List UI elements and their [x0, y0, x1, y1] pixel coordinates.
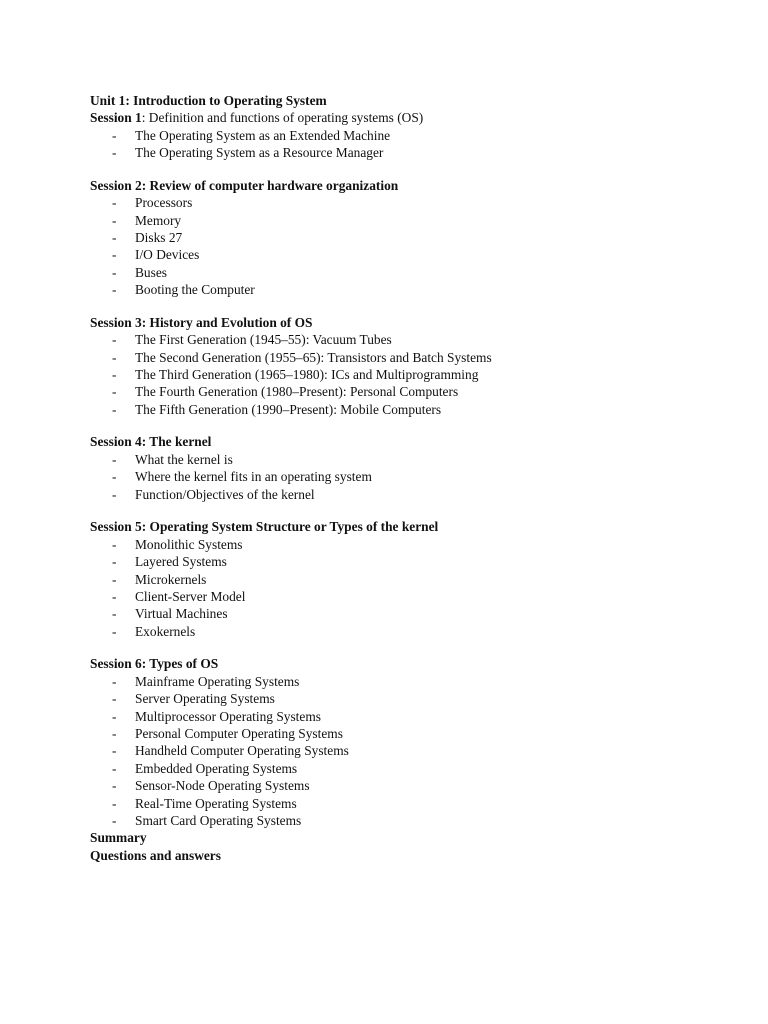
list-item [90, 486, 730, 503]
list-item [90, 281, 730, 298]
list-item [90, 366, 730, 383]
list-item [90, 588, 730, 605]
list-item-text: Exokernels [135, 623, 196, 639]
list-item-text: What the kernel is [135, 451, 233, 467]
list-item-text: The Fifth Generation (1990–Present): Mobile Computers [135, 401, 442, 417]
list-item-text: Embedded Operating Systems [135, 760, 298, 776]
list-item-text: I/O Devices [135, 247, 200, 263]
spacer [90, 299, 730, 314]
list-dash: - [112, 623, 117, 639]
session-1-description: : Definition and functions of operating systems (OS) [141, 110, 424, 126]
session-2-heading: Session 2: Review of computer hardware organization [90, 177, 399, 193]
session-3-heading: Session 3: History and Evolution of OS [90, 314, 313, 330]
session-1-label: Session 1 [90, 110, 142, 126]
list-item-text: Buses [135, 264, 167, 280]
session-4-heading: Session 4: The kernel [90, 434, 212, 450]
list-item [90, 725, 730, 742]
list-dash: - [112, 795, 117, 811]
session-6-heading: Session 6: Types of OS [90, 656, 219, 672]
list-dash: - [112, 469, 117, 485]
list-dash: - [112, 247, 117, 263]
list-item-text: Real-Time Operating Systems [135, 795, 297, 811]
list-item [90, 246, 730, 263]
list-dash: - [112, 282, 117, 298]
list-item-text: Client-Server Model [135, 588, 246, 604]
list-item-text: Server Operating Systems [135, 691, 275, 707]
list-item [90, 690, 730, 707]
list-item [90, 127, 730, 144]
list-item [90, 742, 730, 759]
list-dash: - [112, 367, 117, 383]
list-item [90, 264, 730, 281]
summary-heading: Summary [90, 830, 147, 846]
list-item-text: The Third Generation (1965–1980): ICs and Multiprogramming [135, 367, 479, 383]
list-item [90, 812, 730, 829]
list-dash: - [112, 673, 117, 689]
list-dash: - [112, 606, 117, 622]
list-item [90, 401, 730, 418]
spacer [90, 162, 730, 177]
list-dash: - [112, 349, 117, 365]
list-item-text: The Operating System as an Extended Machine [135, 127, 391, 143]
list-item-text: Personal Computer Operating Systems [135, 725, 343, 741]
list-item-text: The Fourth Generation (1980–Present): Personal Computers [135, 384, 459, 400]
list-dash: - [112, 384, 117, 400]
list-dash: - [112, 778, 117, 794]
list-item-text: Smart Card Operating Systems [135, 812, 302, 828]
list-item [90, 349, 730, 366]
list-dash: - [112, 743, 117, 759]
list-item-text: Layered Systems [135, 554, 227, 570]
list-dash: - [112, 760, 117, 776]
list-dash: - [112, 708, 117, 724]
list-dash: - [112, 212, 117, 228]
list-dash: - [112, 332, 117, 348]
list-item-text: Disks 27 [135, 230, 183, 246]
list-dash: - [112, 451, 117, 467]
list-item [90, 331, 730, 348]
list-item-text: Mainframe Operating Systems [135, 673, 300, 689]
list-dash: - [112, 195, 117, 211]
list-item [90, 383, 730, 400]
list-dash: - [112, 127, 117, 143]
list-item-text: Where the kernel fits in an operating system [135, 469, 372, 485]
list-dash: - [112, 401, 117, 417]
unit-title: Unit 1: Introduction to Operating System [90, 93, 327, 108]
list-item-text: Monolithic Systems [135, 536, 243, 552]
list-item-text: Multiprocessor Operating Systems [135, 708, 321, 724]
list-dash: - [112, 691, 117, 707]
list-item [90, 144, 730, 161]
list-item [90, 229, 730, 246]
list-item [90, 760, 730, 777]
list-item-text: Sensor-Node Operating Systems [135, 778, 310, 794]
list-item-text: Memory [135, 212, 182, 228]
list-item-text: Function/Objectives of the kernel [135, 486, 315, 502]
list-item [90, 623, 730, 640]
list-item [90, 194, 730, 211]
list-dash: - [112, 588, 117, 604]
list-item-text: Processors [135, 195, 193, 211]
list-item [90, 212, 730, 229]
list-item-text: The Second Generation (1955–65): Transistors and Batch Systems [135, 349, 492, 365]
list-item-text: Virtual Machines [135, 606, 228, 622]
spacer [90, 418, 730, 433]
list-dash: - [112, 725, 117, 741]
list-item [90, 673, 730, 690]
list-dash: - [112, 264, 117, 280]
list-item [90, 795, 730, 812]
list-dash: - [112, 230, 117, 246]
spacer [90, 640, 730, 655]
list-item [90, 553, 730, 570]
list-item [90, 571, 730, 588]
list-dash: - [112, 571, 117, 587]
list-item [90, 708, 730, 725]
list-item-text: The First Generation (1945–55): Vacuum Tubes [135, 332, 392, 348]
list-dash: - [112, 536, 117, 552]
list-item [90, 536, 730, 553]
questions-answers-heading: Questions and answers [90, 847, 221, 863]
session-5-heading: Session 5: Operating System Structure or Types of the kernel [90, 519, 439, 535]
document-page [90, 92, 730, 864]
list-item [90, 451, 730, 468]
list-item [90, 605, 730, 622]
list-dash: - [112, 554, 117, 570]
session-1-heading [90, 109, 730, 126]
list-item-text: Microkernels [135, 571, 207, 587]
spacer [90, 503, 730, 518]
list-item [90, 468, 730, 485]
list-dash: - [112, 812, 117, 828]
list-item [90, 777, 730, 794]
list-dash: - [112, 145, 117, 161]
list-item-text: The Operating System as a Resource Manager [135, 145, 384, 161]
list-item-text: Booting the Computer [135, 282, 255, 298]
list-dash: - [112, 486, 117, 502]
list-item-text: Handheld Computer Operating Systems [135, 743, 349, 759]
